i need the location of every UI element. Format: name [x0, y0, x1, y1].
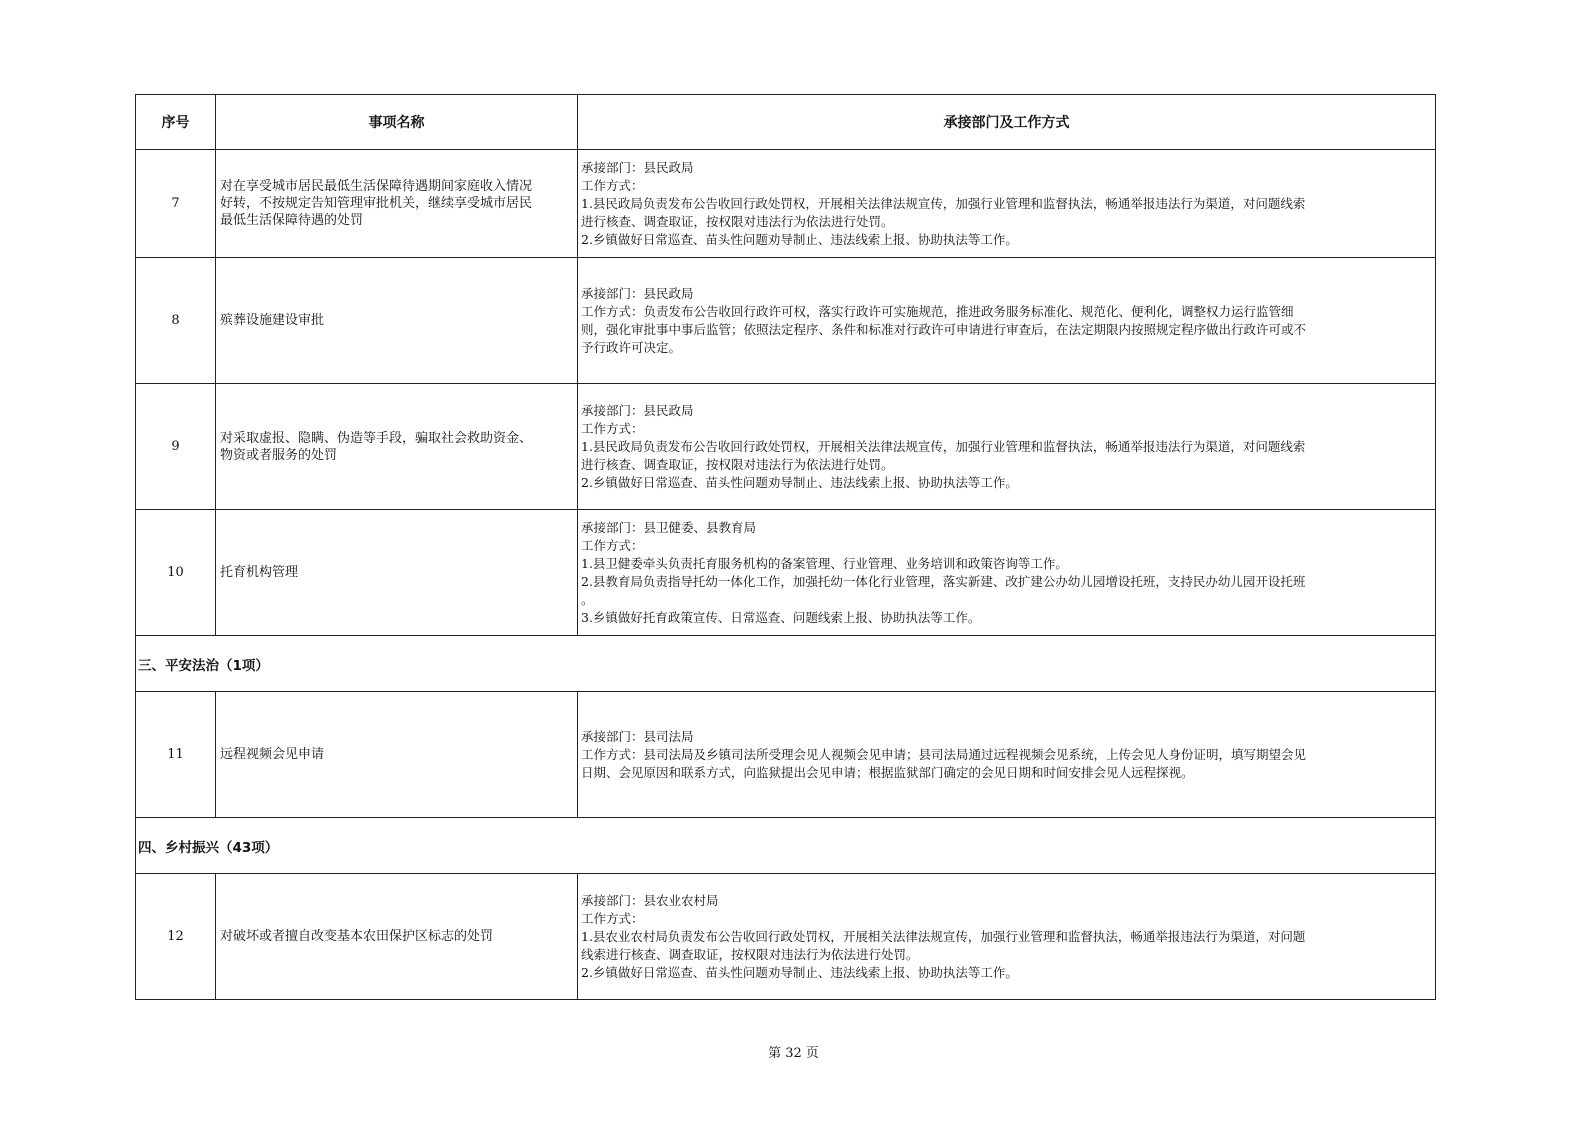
section-heading: 四、乡村振兴（43项）: [136, 818, 1436, 874]
section-row: [136, 818, 1436, 874]
header-no: 序号: [136, 95, 216, 150]
item-name: 对破坏或者擅自改变基本农田保护区标志的处罚: [216, 874, 578, 1000]
row-number: 9: [136, 384, 216, 510]
dept-detail: 承接部门：县卫健委、县教育局 工作方式： 1.县卫健委牵头负责托育服务机构的备案管理、行业管理、业务培训和政策咨询等工作。 2.县教育局负责指导托幼一体化工作，加强托幼一体化行业管理，落实新建、改扩建公办幼儿园增设托班，支持民办幼儿园开设托班 。 3.乡镇做好托育政策宣传、日常巡查、问题线索上报、协助执法等工作。: [578, 510, 1436, 636]
table-row: [136, 384, 1436, 510]
section-heading: 三、平安法治（1项）: [136, 636, 1436, 692]
row-number: 10: [136, 510, 216, 636]
dept-detail: 承接部门：县民政局 工作方式： 1.县民政局负责发布公告收回行政处罚权，开展相关法律法规宣传，加强行业管理和监督执法，畅通举报违法行为渠道，对问题线索 进行核查、调查取证，按权限对违法行为依法进行处罚。 2.乡镇做好日常巡查、苗头性问题劝导制止、违法线索上报、协助执法等工作。: [578, 150, 1436, 258]
table-header-row: [136, 95, 1436, 150]
table-row: [136, 258, 1436, 384]
header-name: 事项名称: [216, 95, 578, 150]
matters-table: [135, 94, 1436, 1000]
table-row: [136, 692, 1436, 818]
page-number: 第 32 页: [768, 1046, 819, 1061]
section-row: [136, 636, 1436, 692]
header-dept: 承接部门及工作方式: [578, 95, 1436, 150]
item-name: 远程视频会见申请: [216, 692, 578, 818]
row-number: 11: [136, 692, 216, 818]
item-name: 殡葬设施建设审批: [216, 258, 578, 384]
row-number: 12: [136, 874, 216, 1000]
table-row: [136, 510, 1436, 636]
item-name: 对采取虚报、隐瞒、伪造等手段，骗取社会救助资金、 物资或者服务的处罚: [216, 384, 578, 510]
table-row: [136, 874, 1436, 1000]
row-number: 7: [136, 150, 216, 258]
table-row: [136, 150, 1436, 258]
dept-detail: 承接部门：县民政局 工作方式：负责发布公告收回行政许可权，落实行政许可实施规范，推进政务服务标准化、规范化、便利化，调整权力运行监管细 则，强化审批事中事后监管；依照法定程序、条件和标准对行政许可申请进行审查后，在法定期限内按照规定程序做出行政许可或不 予行政许可决定。: [578, 258, 1436, 384]
dept-detail: 承接部门：县民政局 工作方式： 1.县民政局负责发布公告收回行政处罚权，开展相关法律法规宣传，加强行业管理和监督执法，畅通举报违法行为渠道，对问题线索 进行核查、调查取证，按权限对违法行为依法进行处罚。 2.乡镇做好日常巡查、苗头性问题劝导制止、违法线索上报、协助执法等工作。: [578, 384, 1436, 510]
dept-detail: 承接部门：县农业农村局 工作方式： 1.县农业农村局负责发布公告收回行政处罚权，开展相关法律法规宣传，加强行业管理和监督执法，畅通举报违法行为渠道，对问题 线索进行核查、调查取证，按权限对违法行为依法进行处罚。 2.乡镇做好日常巡查、苗头性问题劝导制止、违法线索上报、协助执法等工作。: [578, 874, 1436, 1000]
item-name: 托育机构管理: [216, 510, 578, 636]
row-number: 8: [136, 258, 216, 384]
dept-detail: 承接部门：县司法局 工作方式：县司法局及乡镇司法所受理会见人视频会见申请；县司法局通过远程视频会见系统，上传会见人身份证明，填写期望会见 日期、会见原因和联系方式，向监狱提出会见申请；根据监狱部门确定的会见日期和时间安排会见人远程探视。: [578, 692, 1436, 818]
item-name: 对在享受城市居民最低生活保障待遇期间家庭收入情况 好转，不按规定告知管理审批机关，继续享受城市居民 最低生活保障待遇的处罚: [216, 150, 578, 258]
